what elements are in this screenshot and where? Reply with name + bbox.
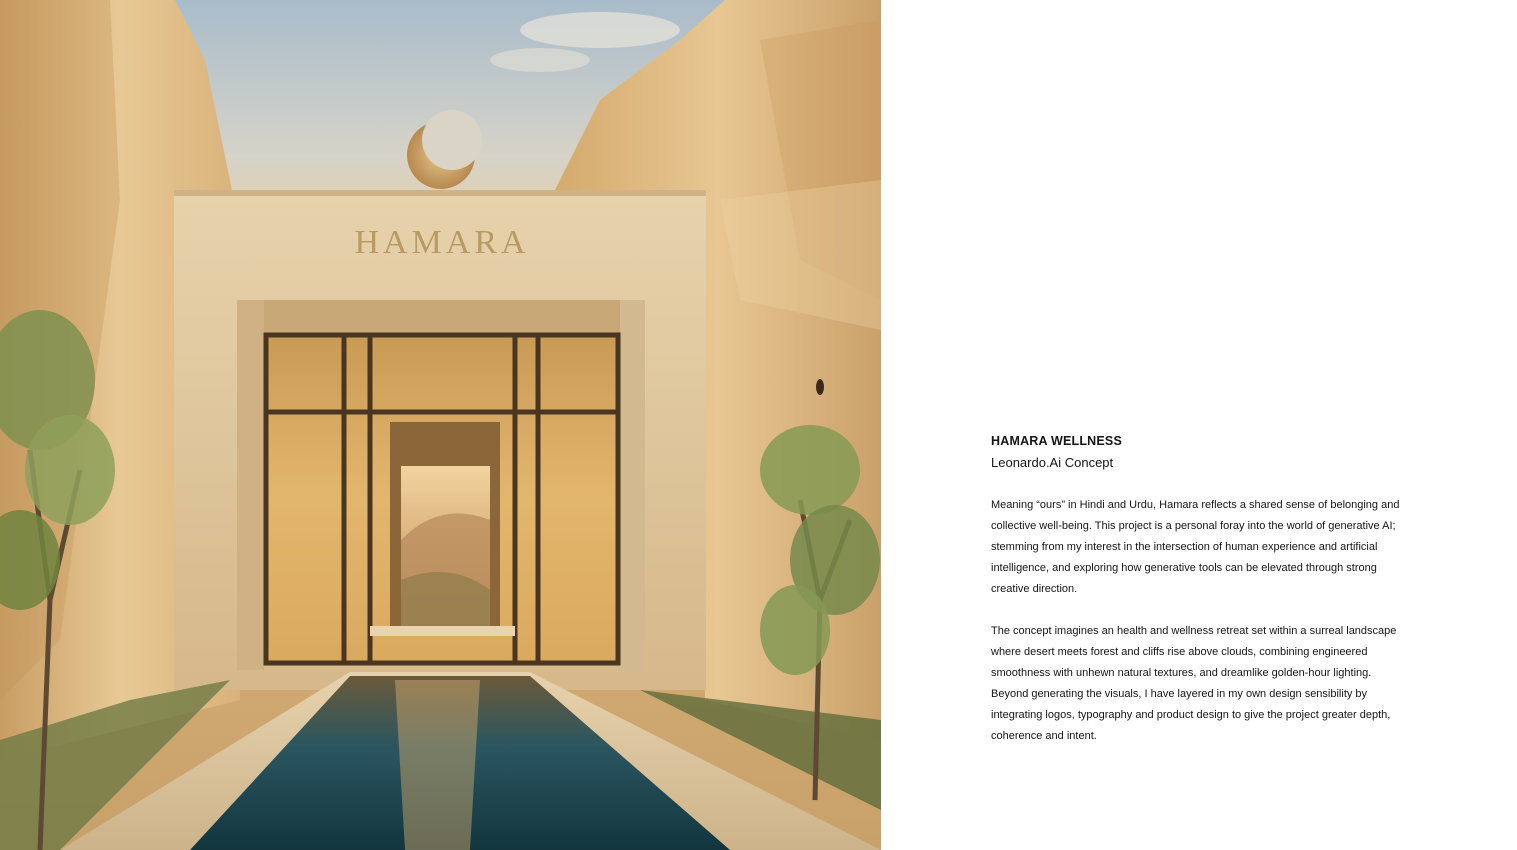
description-paragraph: Meaning “ours” in Hindi and Urdu, Hamara reflects a shared sense of belonging and collective well-being. This project is a personal foray into the world of generative AI; stemming from my interest in the intersection of human experience and artificial intelligence, and exploring how generative tools can be elevated through strong creative direction.: [991, 499, 1400, 595]
project-title: HAMARA WELLNESS: [991, 434, 1123, 448]
project-description: [991, 433, 1401, 747]
project-subtitle: Leonardo.Ai Concept: [991, 455, 1114, 470]
description-paragraph: The concept imagines an health and wellness retreat set within a surreal landscape where desert meets forest and cliffs rise above clouds, combining engineered smoothness with unhewn natural textures, and dreamlike golden-hour lighting. Beyond generating the visuals, I have layered in my own design sensibility by integrating logos, typography and product design to give the project greater depth, coherence and intent.: [991, 625, 1397, 742]
cliff-hole: [816, 379, 824, 395]
hero-sign-text: HAMARA: [354, 224, 530, 261]
